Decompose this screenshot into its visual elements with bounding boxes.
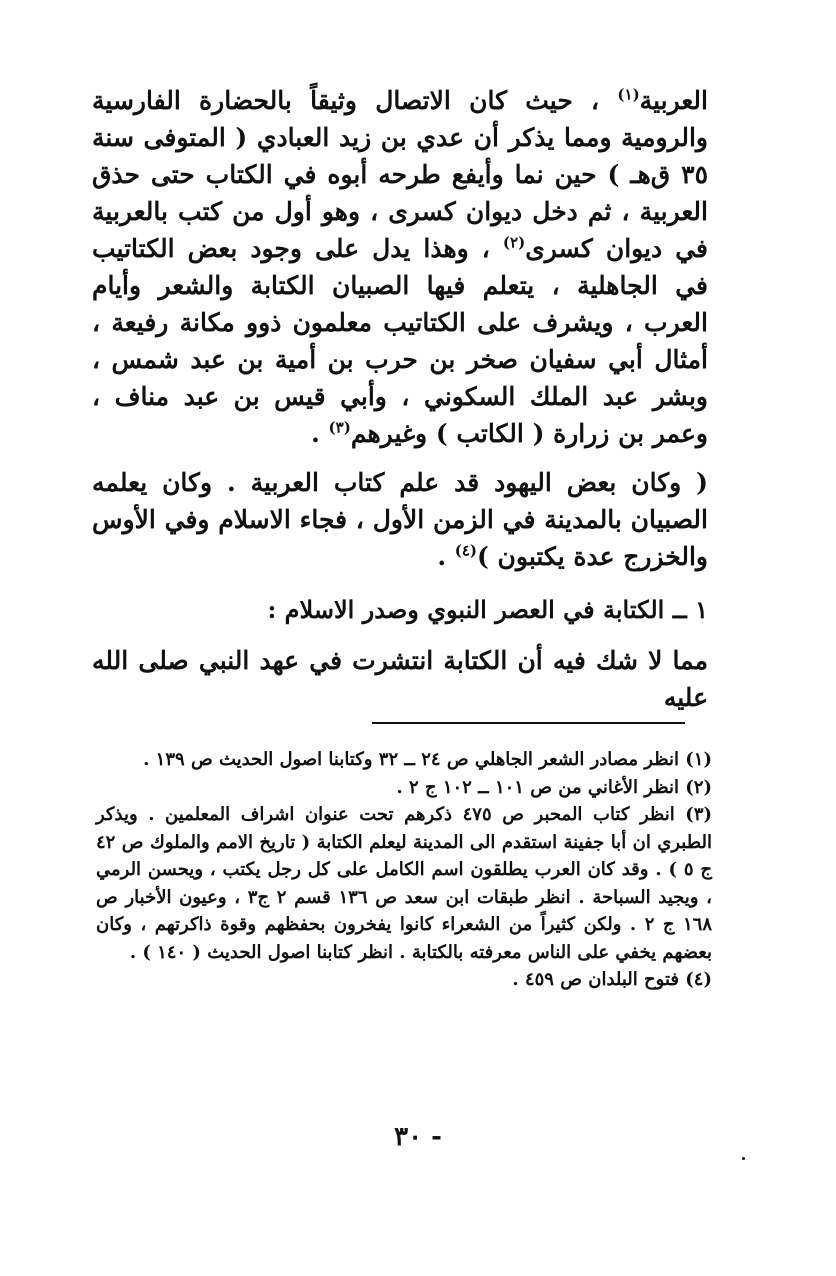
text-run: . xyxy=(437,542,455,571)
main-text xyxy=(92,82,708,716)
footnote-2: (٢) انظر الأغاني من ص ١٠١ ــ ١٠٢ ج ٢ . xyxy=(396,776,712,798)
text-run: . xyxy=(311,419,329,448)
footnote-ref-1: (١) xyxy=(617,85,640,104)
page-number: - ٣٠ xyxy=(394,1122,442,1152)
footnote-4: (٤) فتوح البلدان ص ٤٥٩ . xyxy=(512,969,712,990)
text-run: العربية xyxy=(639,86,708,115)
footnote-3: (٣) انظر كتاب المحبر ص ٤٧٥ ذكرهم تحت عنوان اشراف المعلمين . ويذكر الطبري ان أبا جفينة استقدم الى المدينة ليعلم الكتابة ( تاريخ الامم والملوك ص ٤٢ ج ٥ ) . وقد كان العرب يطلقون اسم الكامل على كل رجل يكتب ، ويحسن الرمي ، ويجيد السباحة . انظر طبقات ابن سعد ص ١٣٦ قسم ٢ ج٣ ، وعيون الأخبار ص ١٦٨ ج ٢ . ولكن كثيراً من الشعراء كانوا يفخرون بحفظهم وقوة ذاكرتهم ، وكان بعضهم يخفي على الناس معرفته بالكتابة . انظر كتابنا اصول الحديث ( ١٤٠ ) . xyxy=(96,804,713,963)
footnote-ref-2: (٢) xyxy=(502,233,526,252)
footnote-1: (١) انظر مصادر الشعر الجاهلي ص ٢٤ ــ ٣٢ وكتابنا اصول الحديث ص ١٣٩ . xyxy=(143,749,712,770)
scan-speck xyxy=(742,1157,745,1160)
section-heading: ١ ــ الكتابة في العصر النبوي وصدر الاسلام : xyxy=(267,595,708,624)
footnote-ref-3: (٣) xyxy=(328,418,351,437)
paragraph-3: مما لا شك فيه أن الكتابة انتشرت في عهد النبي صلى الله عليه xyxy=(92,646,708,712)
footnote-divider xyxy=(372,722,685,724)
footnote-ref-4: (٤) xyxy=(454,541,478,560)
paragraph-2 xyxy=(92,464,708,575)
paragraph-1 xyxy=(92,82,708,452)
footnotes xyxy=(96,746,712,994)
text-run: ( وكان بعض اليهود قد علم كتاب العربية . وكان يعلمه الصبيان بالمدينة في الزمن الأول ، فجاء الاسلام وفي الأوس والخزرج عدة يكتبون ) xyxy=(92,468,708,571)
text-run: ، وهذا يدل على وجود بعض الكتاتيب في الجاهلية ، يتعلم فيها الصبيان الكتابة والشعر وأيام العرب ، ويشرف على الكتاتيب معلمون ذوو مكانة رفيعة ، أمثال أبي سفيان صخر بن حرب بن أمية بن عبد شمس ، وبشر عبد الملك السكوني ، وأبي قيس بن عبد مناف ، وعمر بن زرارة ( الكاتب ) وغيرهم xyxy=(92,234,708,448)
text-run: ، حيث كان الاتصال وثيقاً بالحضارة الفارسية والرومية ومما يذكر أن عدي بن زيد العبادي ( المتوفى سنة ٣٥ ق‌هـ ) حين نما وأيفع طرحه أبوه في الكتاب حتى حذق العربية ، ثم دخل ديوان كسرى ، وهو أول من كتب بالعربية في ديوان كسرى xyxy=(92,86,708,263)
